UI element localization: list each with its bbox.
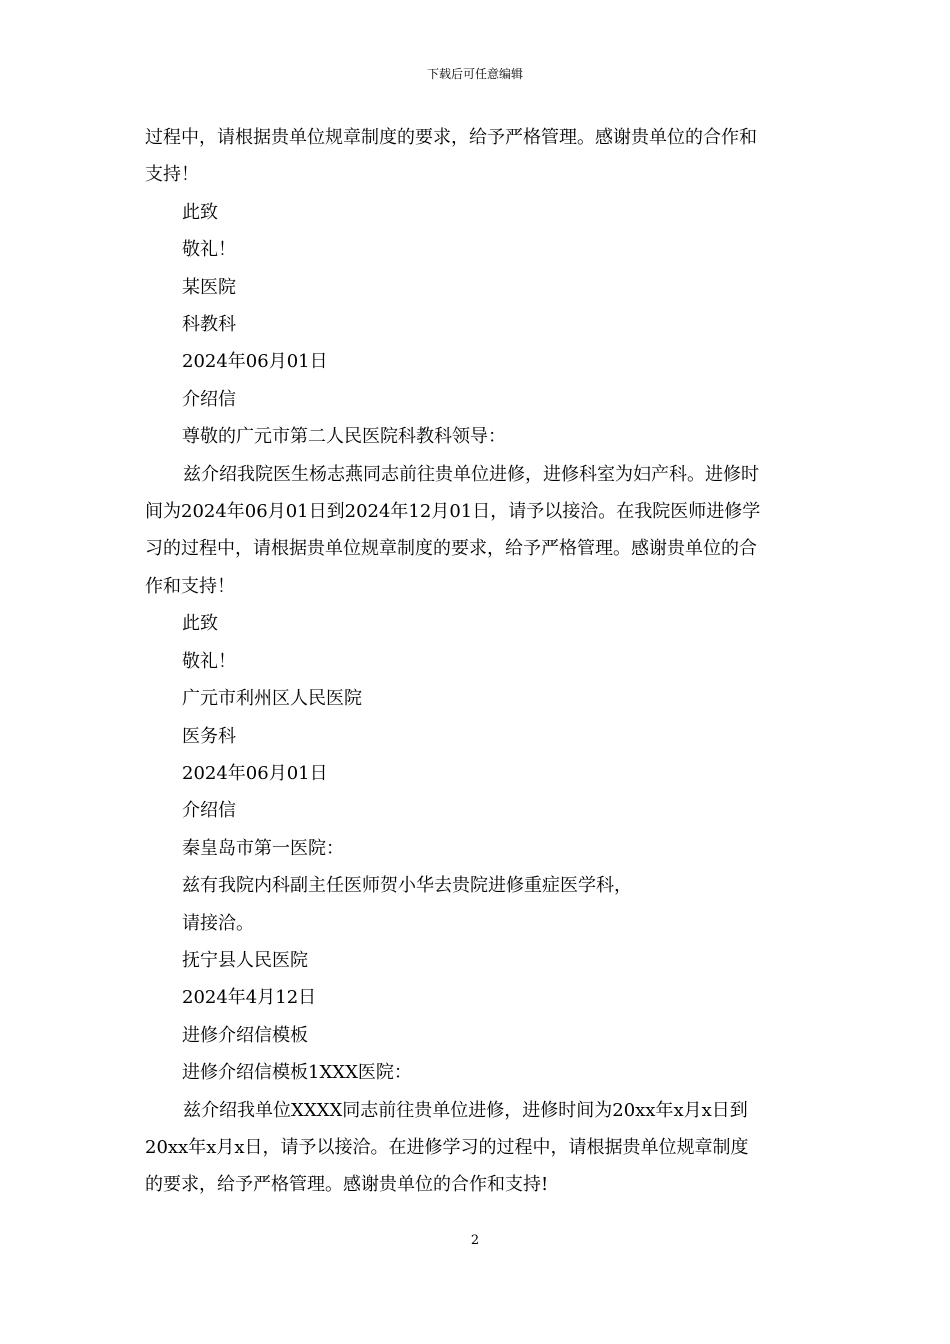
text-line: 习的过程中，请根据贵单位规章制度的要求，给予严格管理。感谢贵单位的合 (145, 538, 757, 560)
text-line: 尊敬的广元市第二人民医院科教科领导： (182, 426, 506, 448)
text-line: 兹介绍我单位XXXX同志前往贵单位进修，进修时间为20xx年x月x日到 (183, 1099, 748, 1121)
text-line: 请接洽。 (182, 912, 254, 934)
text-line: 秦皇岛市第一医院： (182, 837, 344, 859)
page-header: 下载后可任意编辑 (426, 67, 523, 81)
document-body (145, 119, 807, 1204)
text-line: 广元市利州区人民医院 (182, 688, 362, 710)
text-line: 进修介绍信模板 (182, 1024, 308, 1046)
text-line: 间为2024年06月01日到2024年12月01日，请予以接洽。在我院医师进修学 (145, 501, 761, 523)
text-line: 2024年4月12日 (182, 987, 317, 1009)
text-line: 抚宁县人民医院 (182, 949, 308, 971)
page-number: 2 (470, 1233, 480, 1248)
text-line: 科教科 (182, 314, 236, 336)
text-line: 2024年06月01日 (182, 351, 328, 373)
text-line: 过程中，请根据贵单位规章制度的要求，给予严格管理。感谢贵单位的合作和 (145, 127, 757, 148)
text-line: 此致 (182, 613, 218, 635)
text-line: 医务科 (182, 725, 236, 747)
text-line: 作和支持！ (145, 575, 235, 597)
text-line: 敬礼！ (182, 239, 236, 261)
text-line: 某医院 (182, 276, 236, 298)
text-line: 介绍信 (182, 388, 236, 410)
text-line: 介绍信 (182, 800, 236, 822)
text-line: 2024年06月01日 (182, 762, 328, 784)
text-line: 20xx年x月x日，请予以接洽。在进修学习的过程中，请根据贵单位规章制度 (145, 1136, 749, 1158)
text-line: 支持！ (145, 164, 199, 186)
text-line: 敬礼！ (182, 650, 236, 672)
text-line: 此致 (182, 201, 218, 223)
text-line: 兹介绍我院医生杨志燕同志前往贵单位进修，进修科室为妇产科。进修时 (183, 463, 759, 485)
text-line: 兹有我院内科副主任医师贺小华去贵院进修重症医学科， (182, 875, 632, 897)
text-line: 的要求，给予严格管理。感谢贵单位的合作和支持! (145, 1174, 549, 1196)
text-line: 进修介绍信模板1XXX医院： (182, 1062, 412, 1084)
